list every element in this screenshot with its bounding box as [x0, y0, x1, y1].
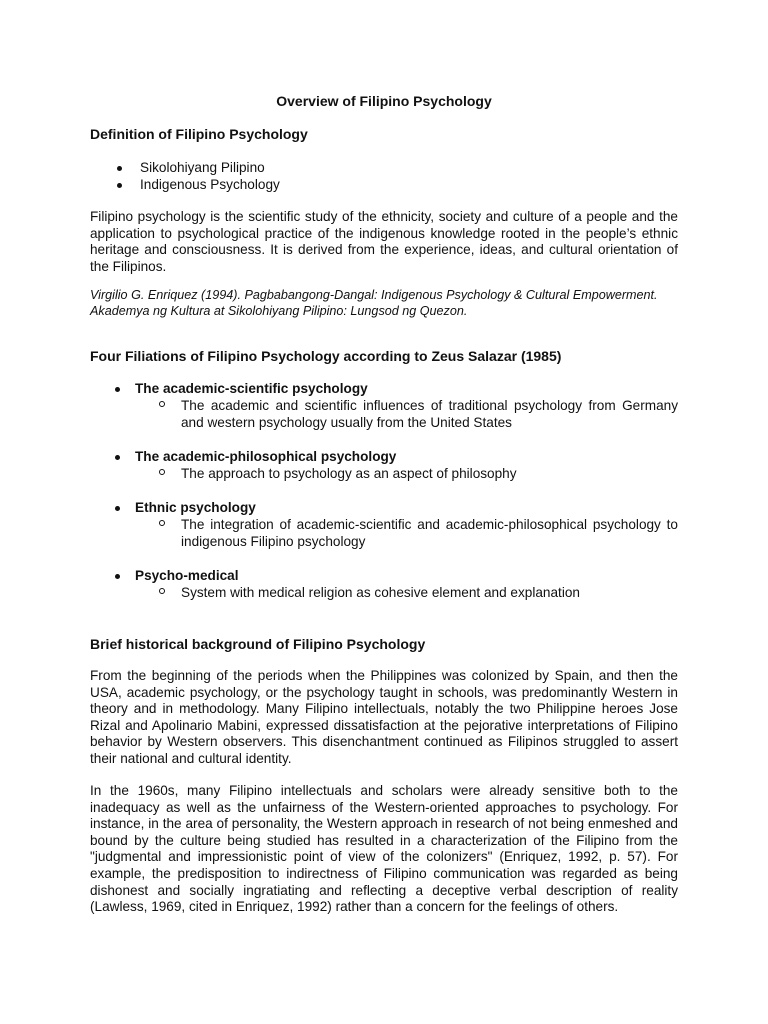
definition-paragraph: Filipino psychology is the scientific study of the ethnicity, society and culture of a people and the application to psychological practice of the indigenous knowledge rooted in the people’s ethnic heritage and consciousness. It is derived from the experience, ideas, and cultural orientation of the Filipinos. [90, 209, 678, 274]
filiation-detail: The approach to psychology as an aspect of philosophy [181, 466, 517, 481]
history-heading: Brief historical background of Filipino Psychology [90, 636, 426, 652]
hollow-bullet-icon [159, 469, 165, 475]
bullet-text: Sikolohiyang Pilipino [140, 160, 265, 175]
bullet-dot-icon [115, 387, 120, 392]
hollow-bullet-icon [159, 588, 165, 594]
hollow-bullet-icon [159, 520, 165, 526]
definition-heading: Definition of Filipino Psychology [90, 126, 308, 142]
filiations-heading: Four Filiations of Filipino Psychology according to Zeus Salazar (1985) [90, 348, 562, 364]
bullet-dot-icon [115, 455, 120, 460]
bullet-dot-icon [115, 574, 120, 579]
bullet-dot-icon [117, 183, 122, 188]
filiation-title: Ethnic psychology [135, 500, 256, 515]
page-title: Overview of Filipino Psychology [276, 93, 492, 109]
filiation-detail: System with medical religion as cohesive element and explanation [181, 585, 580, 600]
history-paragraph: In the 1960s, many Filipino intellectuals and scholars were already sensitive both to the inadequacy as well as the unfairness of the Western-oriented approaches to psychology. For instance, in the area of personality, the Western approach in research of not being enmeshed and bound by the culture being studied has resulted in a characterization of the Filipino from the "judgmental and impressionistic point of view of the colonizers" (Enriquez, 1992, p. 57). For example, the predisposition to indirectness of Filipino communication was regarded as being dishonest and socially ingratiating and reflecting a deceptive verbal description of reality (Lawless, 1969, cited in Enriquez, 1992) rather than a concern for the feelings of others. [90, 783, 678, 915]
hollow-bullet-icon [159, 401, 165, 407]
history-paragraph: From the beginning of the periods when the Philippines was colonized by Spain, and then the USA, academic psychology, or the psychology taught in schools, was predominantly Western in theory and in methodology. Many Filipino intellectuals, notably the two Philippine heroes Jose Rizal and Apolinario Mabini, expressed dissatisfaction at the pejorative interpretations of Filipino behavior by Western observers. This disenchantment continued as Filipinos struggled to assert their national and cultural identity. [90, 668, 678, 766]
bullet-dot-icon [115, 506, 120, 511]
filiation-title: The academic-philosophical psychology [135, 449, 397, 464]
filiation-detail: The academic and scientific influences of traditional psychology from Germany and western psychology usually from the United States [181, 398, 678, 430]
filiation-detail: The integration of academic-scientific and academic-philosophical psychology to indigenous Filipino psychology [181, 517, 678, 549]
citation: Virgilio G. Enriquez (1994). Pagbabangong-Dangal: Indigenous Psychology & Cultural Empowerment. Akademya ng Kultura at Sikolohiyang Pilipino: Lungsod ng Quezon. [90, 288, 658, 318]
filiation-title: The academic-scientific psychology [135, 381, 368, 396]
bullet-text: Indigenous Psychology [140, 177, 280, 192]
filiation-title: Psycho-medical [135, 568, 239, 583]
bullet-dot-icon [117, 166, 122, 171]
